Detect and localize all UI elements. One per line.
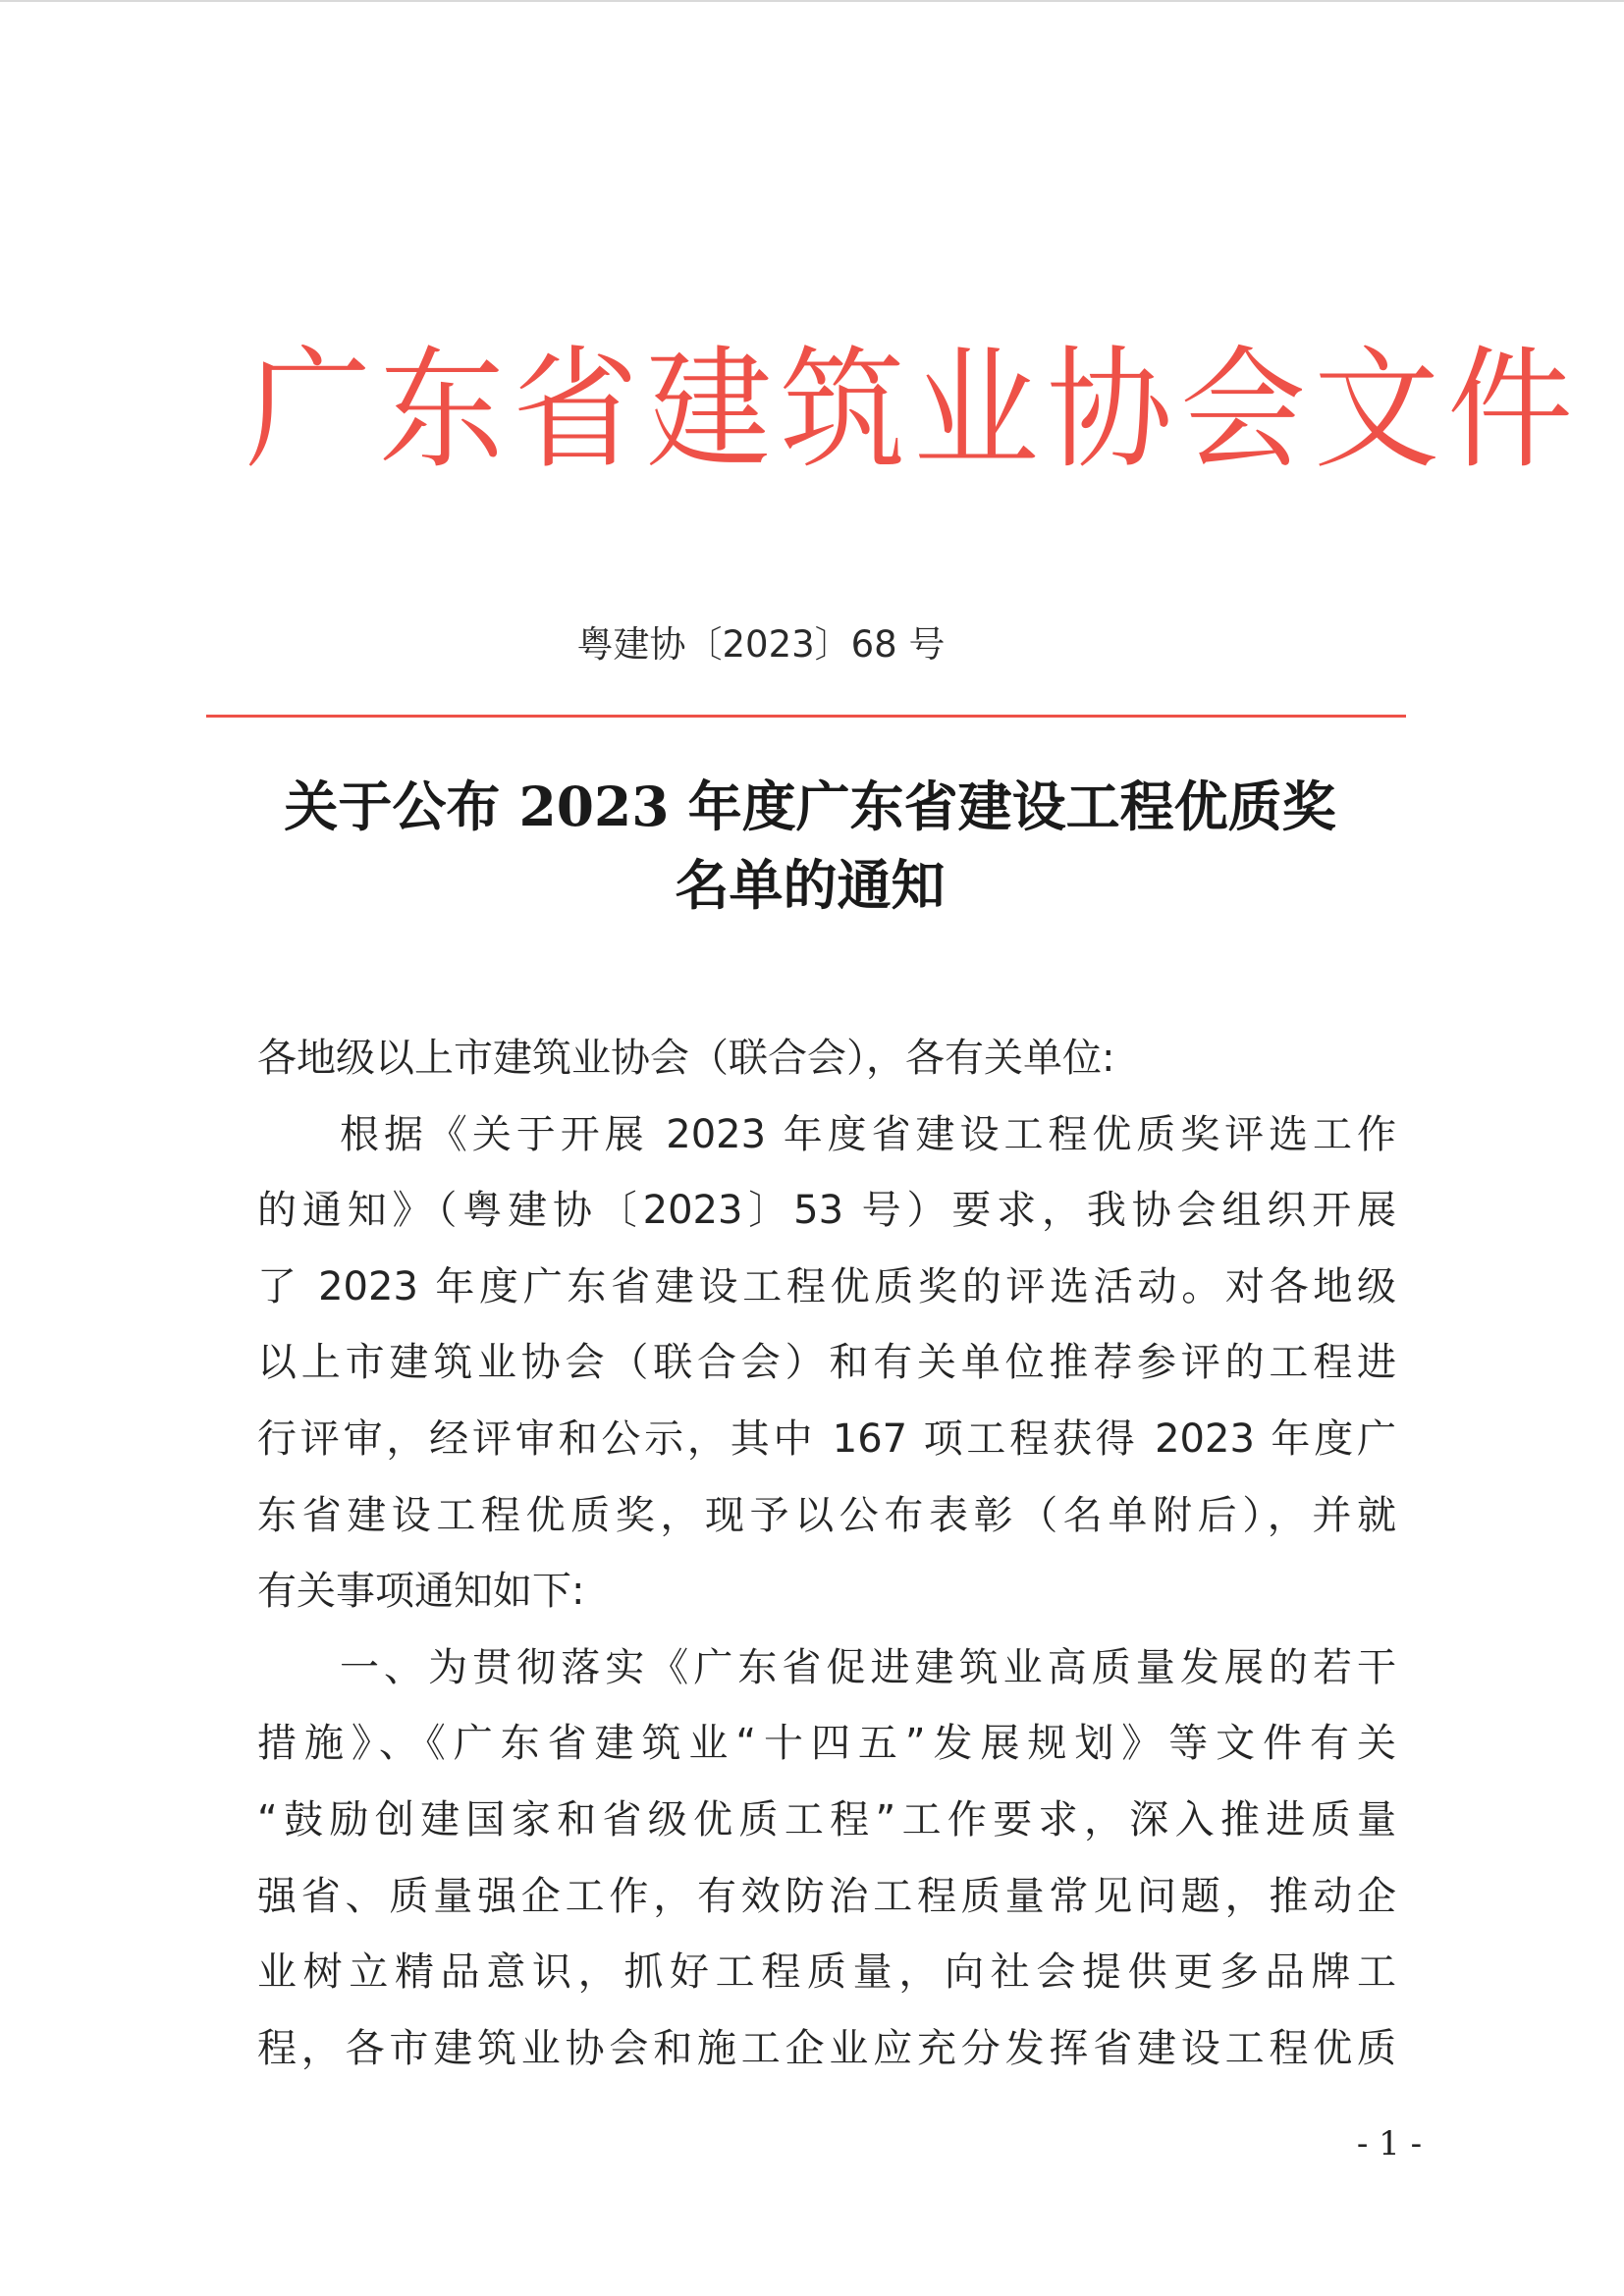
body-line: 东省建设工程优质奖，现予以公布表彰（名单附后），并就 — [257, 1492, 1396, 1538]
body-line: 有关事项通知如下: — [257, 1569, 585, 1615]
page-number: - 1 - — [1356, 2124, 1423, 2163]
body-line: 了 2023 年度广东省建设工程优质奖的评选活动。对各地级 — [257, 1263, 1396, 1309]
red-divider-rule — [206, 715, 1406, 718]
title-line: 名单的通知 — [675, 853, 946, 917]
body-line: 行评审，经评审和公示，其中 167 项工程获得 2023 年度广 — [257, 1415, 1396, 1462]
body-line: 以上市建筑业协会（联合会）和有关单位推荐参评的工程进 — [257, 1340, 1396, 1386]
body-line: “鼓励创建国家和省级优质工程”工作要求，深入推进质量 — [257, 1796, 1396, 1842]
notice-title — [236, 768, 1384, 925]
scan-edge-line — [0, 0, 1624, 2]
body-line: 一、为贯彻落实《广东省促进建筑业高质量发展的若干 — [340, 1644, 1396, 1690]
title-line: 关于公布 2023 年度广东省建设工程优质奖 — [284, 774, 1336, 838]
body-line: 程，各市建筑业协会和施工企业应充分发挥省建设工程优质 — [257, 2025, 1396, 2071]
body-line: 根据《关于开展 2023 年度省建设工程优质奖评选工作 — [340, 1111, 1396, 1157]
masthead-title: 广东省建筑业协会文件 — [245, 334, 1582, 488]
document-number: 粤建协〔2023〕68 号 — [576, 623, 946, 666]
salutation: 各地级以上市建筑业协会（联合会），各有关单位: — [257, 1036, 1115, 1081]
body-line: 措施》、《广东省建筑业“十四五”发展规划》等文件有关 — [257, 1721, 1396, 1767]
body-line: 的通知》（粤建协〔2023〕53 号）要求，我协会组织开展 — [257, 1188, 1396, 1234]
body-text — [257, 1021, 1396, 2087]
body-line: 业树立精品意识，抓好工程质量，向社会提供更多品牌工 — [257, 1949, 1396, 1996]
body-line: 强省、质量强企工作，有效防治工程质量常见问题，推动企 — [257, 1873, 1396, 1919]
